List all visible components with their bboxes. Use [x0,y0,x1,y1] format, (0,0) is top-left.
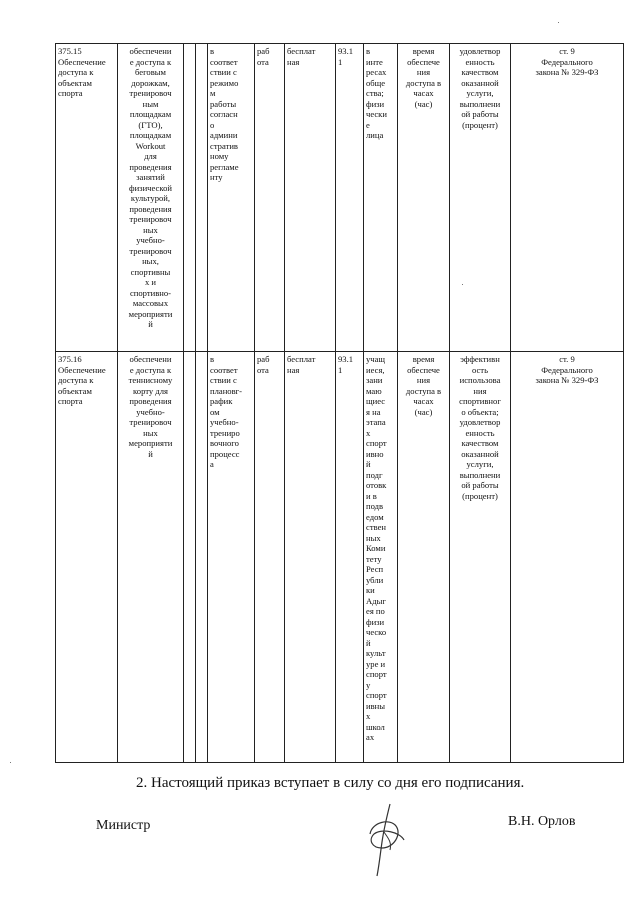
quality-indicator-cell: удовлетвор енность качеством оказанной услуги, выполнени ой работы (процент) [450,44,511,352]
order-clause-text: 2. Настоящий приказ вступает в силу со дня его подписания. [136,775,525,791]
scan-speck [558,22,559,23]
service-code-name-cell: 375.15 Обеспечение доступа к объектам спорта [56,44,118,352]
scan-speck [462,284,463,285]
volume-indicator-cell: время обеспече ния доступа в часах (час) [398,44,450,352]
empty-cell [196,44,208,352]
service-content-cell: обеспечени е доступа к беговым дорожкам, тренировоч ным площадкам (ГТО), площадкам Workout для проведения занятий физической культурой, проведения тренировоч ных учебно- тренировоч ных, спортивны х и спортивно- массовых мероприяти й [118,44,184,352]
minister-title: Министр [96,818,151,833]
table-row [56,44,624,352]
volume-indicator-cell: время обеспече ния доступа в часах (час) [398,352,450,763]
okved-cell: 93.1 1 [336,44,364,352]
service-code-name-cell: 375.16 Обеспечение доступа к объектам спорта [56,352,118,763]
service-type-cell: раб ота [255,44,285,352]
legal-basis-cell: ст. 9 Федерального закона № 329-ФЗ [511,44,624,352]
services-table [55,43,624,763]
empty-cell [196,352,208,763]
service-content-cell: обеспечени е доступа к теннисному корту для проведения учебно- тренировоч ных мероприяти й [118,352,184,763]
empty-cell [184,352,196,763]
quality-indicator-cell: эффективн ость использова ния спортивног о объекта; удовлетвор енность качеством оказанной услуги, выполнени ой работы (процент) [450,352,511,763]
handwritten-signature [360,798,416,878]
okved-cell: 93.1 1 [336,352,364,763]
legal-basis-cell: ст. 9 Федерального закона № 329-ФЗ [511,352,624,763]
conditions-cell: в соответ ствии с режимо м работы согласн о админи стратив ному регламе нту [208,44,255,352]
consumers-cell: в инте ресах обще ства; физи чески е лица [364,44,398,352]
table-row [56,352,624,763]
minister-name: В.Н. Орлов [508,814,576,829]
payment-cell: бесплат ная [285,44,336,352]
conditions-cell: в соответ ствии с плановг- рафик ом учебно- трениро вочного процесс а [208,352,255,763]
consumers-cell: учащ иеся, зани маю щиес я на этапа х спорт ивно й подг отовк и в подв едом ствен ных Коми тету Респ убли ки Адыг ея по физи ческо й культ уре и спорт у спорт ивны х школ ах [364,352,398,763]
service-type-cell: раб ота [255,352,285,763]
empty-cell [184,44,196,352]
payment-cell: бесплат ная [285,352,336,763]
scan-speck [10,762,11,763]
